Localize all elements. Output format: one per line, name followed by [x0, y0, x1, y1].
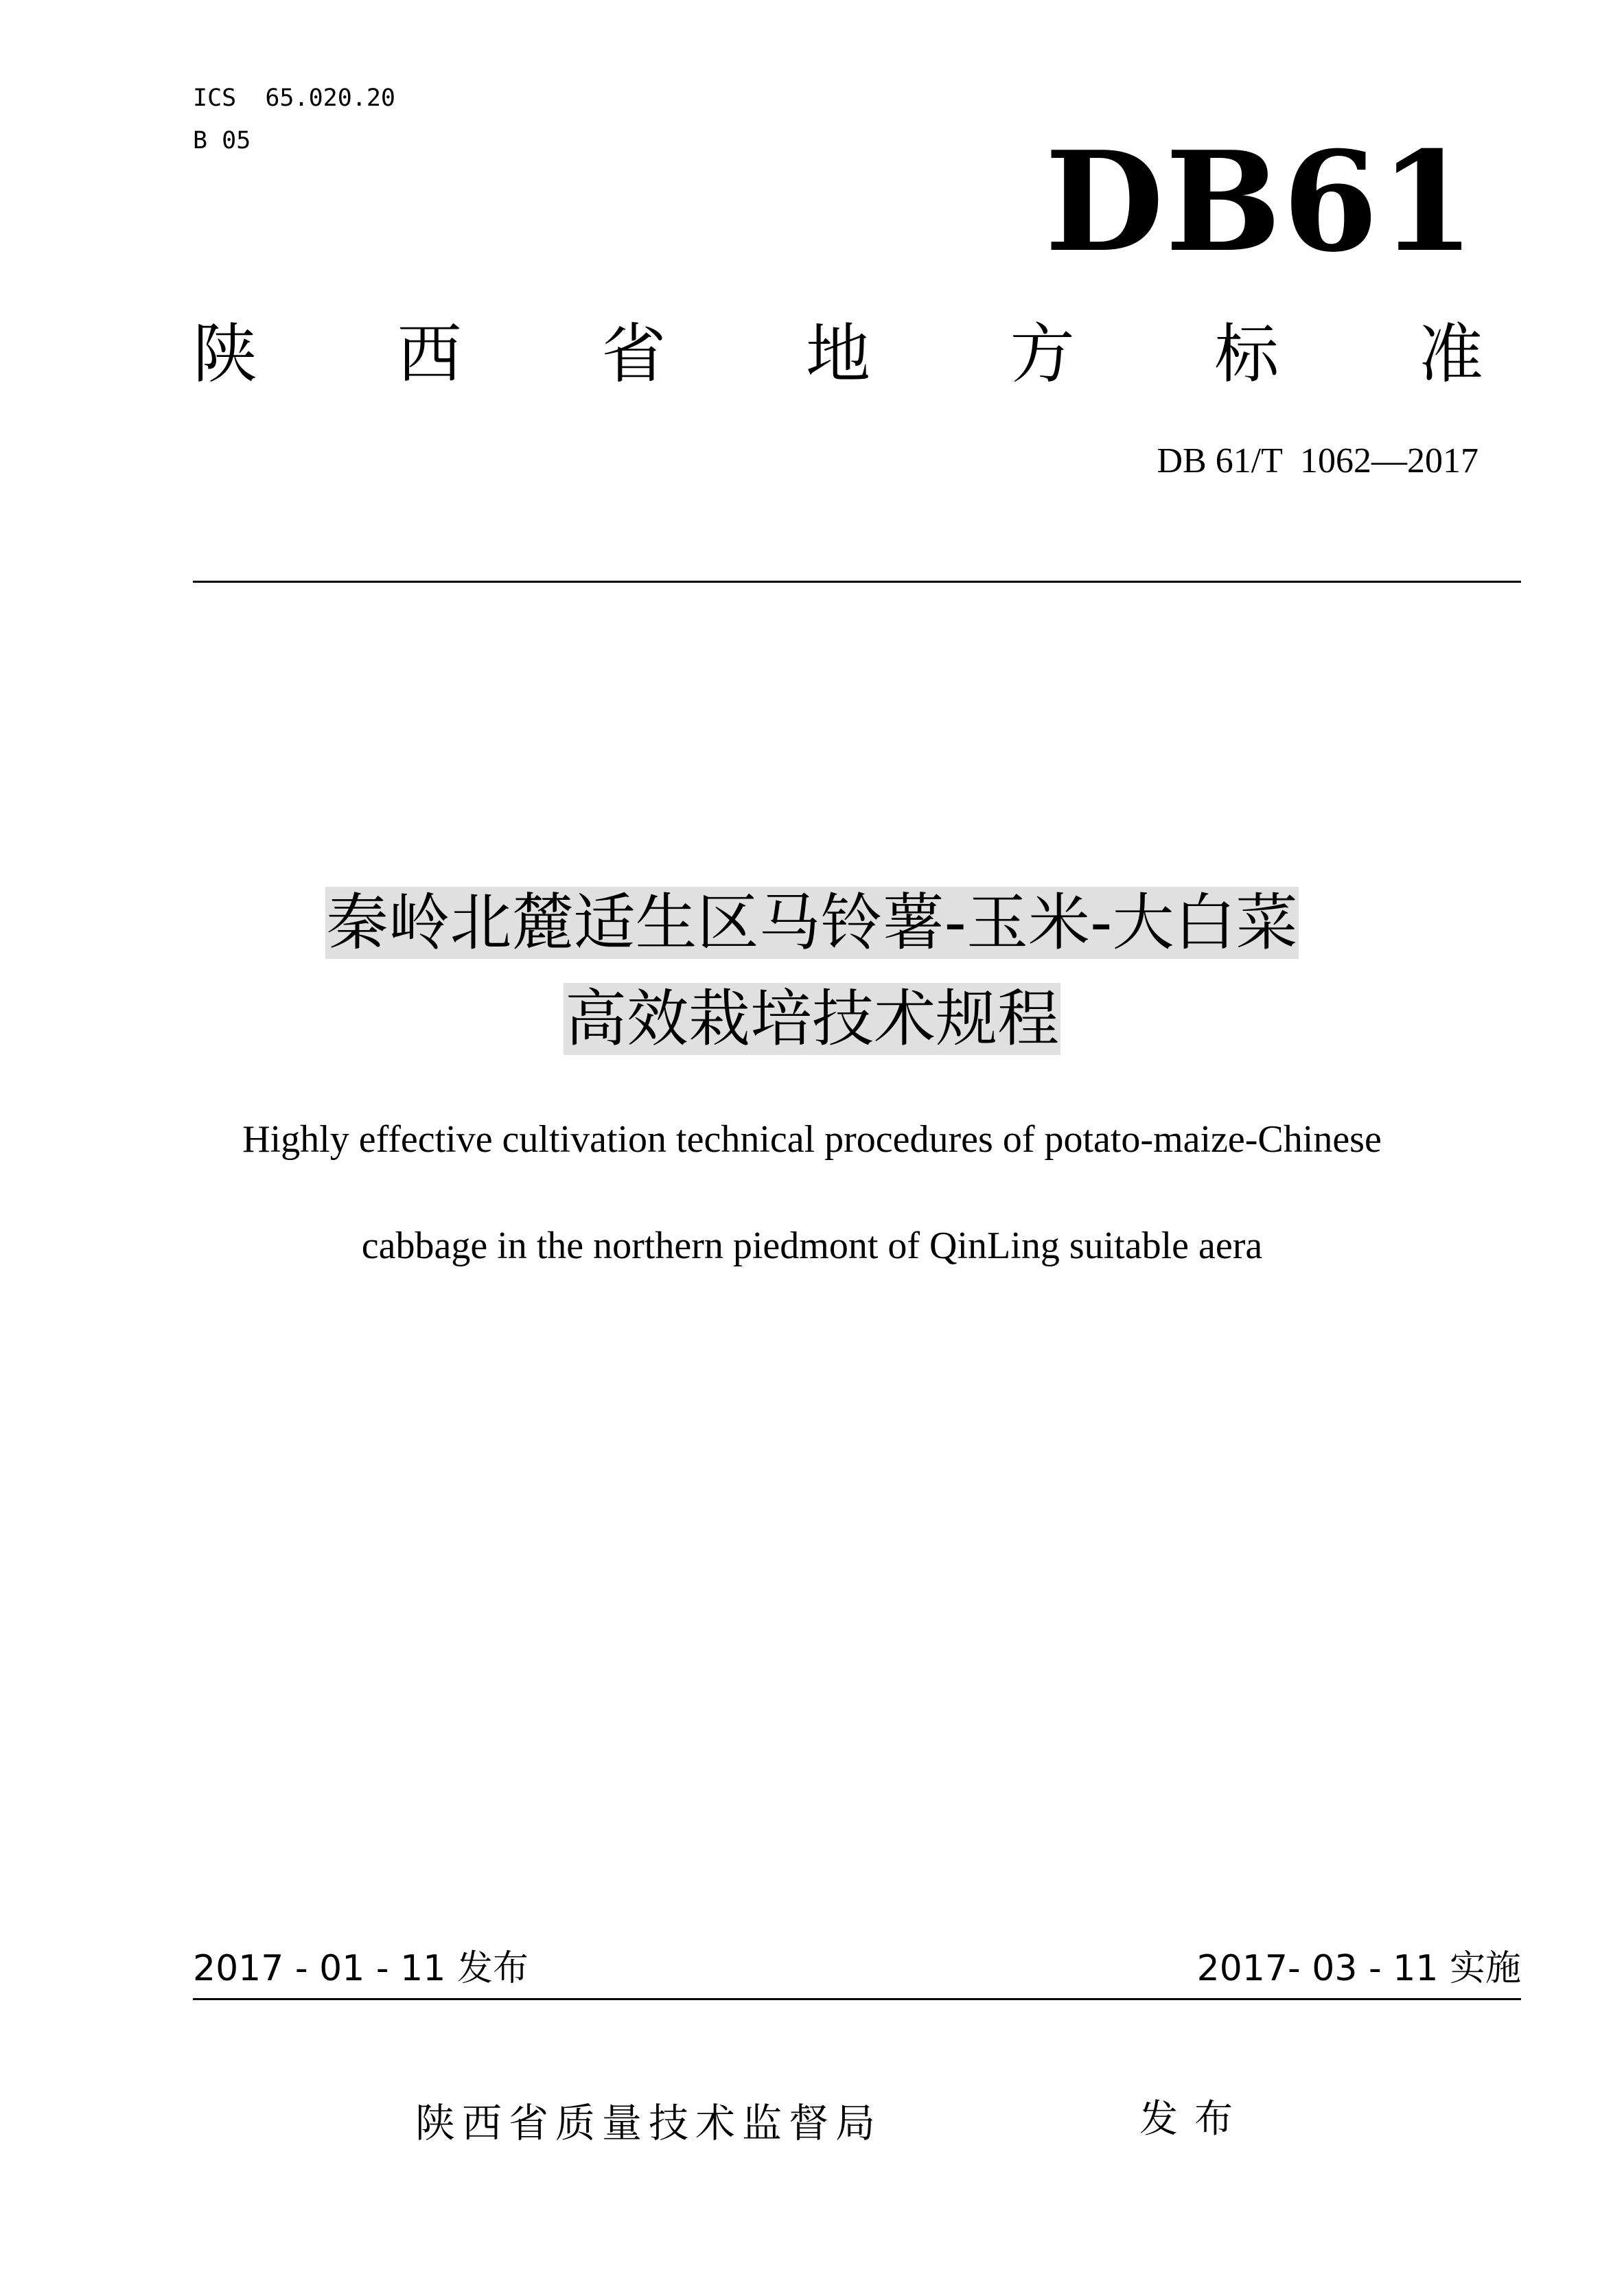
top-divider: [193, 581, 1521, 583]
ics-code: ICS 65.020.20: [193, 84, 396, 112]
standard-type-char: 标: [1214, 317, 1279, 392]
publisher-name: 陕西省质量技术监督局: [415, 2100, 883, 2146]
chinese-title-line-1: [0, 885, 1624, 961]
chinese-title-line-2: [0, 982, 1624, 1057]
standard-type-char: 省: [601, 317, 666, 392]
standard-code-logo: DB61: [1045, 121, 1476, 283]
issue-date: 2017 - 01 - 11 发布: [193, 1948, 529, 1989]
chinese-title-text: 高效栽培技术规程: [565, 983, 1059, 1055]
standard-type-char: 西: [397, 317, 462, 392]
standard-type-char: 地: [805, 317, 870, 392]
bottom-divider: [193, 1998, 1521, 2000]
standard-type-char: 方: [1010, 317, 1075, 392]
english-title-line-1: Highly effective cultivation technical procedures of potato-maize-Chinese: [242, 1118, 1382, 1161]
chinese-title-text: 秦岭北麓适生区马铃薯-玉米-大白菜: [326, 887, 1298, 959]
publish-label: 发布: [1139, 2097, 1249, 2142]
standard-number: DB 61/T 1062—2017: [1157, 441, 1478, 480]
standard-type-char: 准: [1418, 317, 1483, 392]
standard-type-heading: [193, 317, 1483, 393]
implementation-date: 2017- 03 - 11 实施: [1196, 1948, 1521, 1989]
standard-type-char: 陕: [193, 317, 258, 392]
english-title-line-2: cabbage in the northern piedmont of QinLing suitable aera: [361, 1225, 1263, 1267]
ccs-code: B 05: [193, 127, 251, 154]
